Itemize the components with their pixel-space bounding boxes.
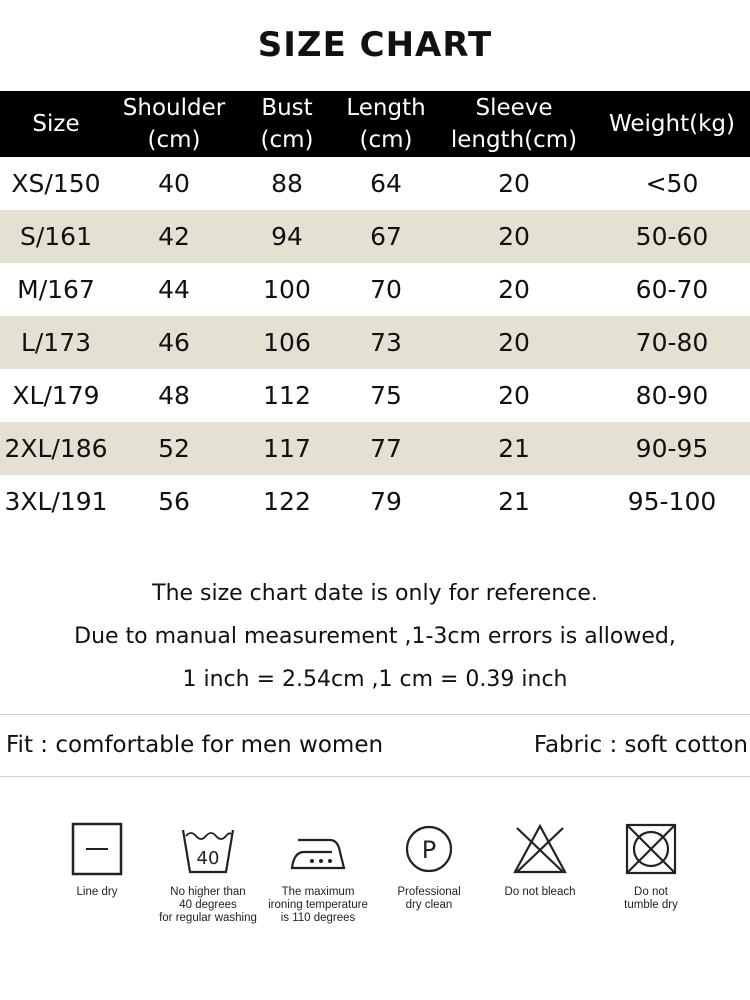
cell-weight: 95-100 — [627, 487, 717, 516]
cell-shoulder: 48 — [158, 381, 190, 410]
cell-length: 73 — [370, 328, 402, 357]
table-row — [0, 210, 750, 263]
cell-bust: 100 — [263, 275, 311, 304]
header-length — [338, 91, 434, 157]
cell-length: 64 — [370, 169, 402, 198]
cell-weight: 90-95 — [635, 434, 709, 463]
iron-icon — [288, 822, 348, 876]
cell-bust: 117 — [263, 434, 311, 463]
care-label: Professional dry clean — [397, 886, 461, 911]
care-wash-40 — [153, 822, 263, 925]
cell-weight: 80-90 — [635, 381, 709, 410]
cell-sleeve: 20 — [498, 169, 530, 198]
table-row — [0, 157, 750, 210]
header-sleeve — [434, 91, 594, 157]
cell-size: XL/179 — [12, 381, 100, 410]
cell-weight: 70-80 — [635, 328, 709, 357]
fabric-text: Fabric : soft cotton — [533, 732, 748, 758]
header-label: Length — [346, 95, 426, 121]
table-header — [0, 91, 750, 157]
svg-text:P: P — [421, 836, 437, 864]
table-row — [0, 263, 750, 316]
divider — [0, 776, 750, 777]
do-not-tumble-dry-icon — [624, 822, 678, 876]
cell-shoulder: 42 — [158, 222, 190, 251]
cell-shoulder: 56 — [158, 487, 190, 516]
cell-weight: 60-70 — [635, 275, 709, 304]
cell-shoulder: 40 — [158, 169, 190, 198]
header-unit: (cm) — [260, 127, 314, 153]
cell-sleeve: 21 — [498, 434, 530, 463]
header-label: Sleeve — [475, 95, 553, 121]
fit-text: Fit : comfortable for men women — [6, 732, 384, 758]
header-unit: (cm) — [359, 127, 413, 153]
note-line: The size chart date is only for reference. — [152, 581, 598, 606]
table-row — [0, 475, 750, 528]
table-row — [0, 422, 750, 475]
cell-weight: <50 — [645, 169, 699, 198]
care-no-tumble — [596, 822, 706, 912]
cell-sleeve: 20 — [498, 381, 530, 410]
care-iron — [263, 822, 373, 925]
care-dry-clean — [374, 822, 484, 912]
cell-sleeve: 20 — [498, 328, 530, 357]
cell-bust: 94 — [271, 222, 303, 251]
notes — [0, 572, 750, 701]
care-no-bleach — [485, 822, 595, 899]
header-shoulder — [112, 91, 236, 157]
cell-size: 3XL/191 — [4, 487, 108, 516]
header-size — [0, 91, 112, 157]
cell-sleeve: 20 — [498, 222, 530, 251]
page-title: SIZE CHART — [257, 25, 493, 65]
care-label: Do not bleach — [504, 886, 576, 898]
header-unit: (cm) — [147, 127, 201, 153]
do-not-bleach-icon — [511, 822, 569, 876]
care-label: The maximum ironing temperature is 110 degrees — [268, 886, 368, 924]
cell-bust: 88 — [271, 169, 303, 198]
note-line: 1 inch = 2.54cm ,1 cm = 0.39 inch — [182, 667, 568, 692]
header-bust — [236, 91, 338, 157]
cell-weight: 50-60 — [635, 222, 709, 251]
care-line-dry — [42, 822, 152, 899]
care-label: Line dry — [76, 886, 118, 898]
cell-size: M/167 — [17, 275, 95, 304]
cell-length: 75 — [370, 381, 402, 410]
cell-size: L/173 — [20, 328, 92, 357]
cell-size: S/161 — [19, 222, 92, 251]
cell-length: 77 — [370, 434, 402, 463]
note-line: Due to manual measurement ,1-3cm errors is allowed, — [74, 624, 676, 649]
dry-clean-p-icon — [402, 822, 456, 876]
header-label: Bust — [261, 95, 313, 121]
cell-shoulder: 46 — [158, 328, 190, 357]
cell-bust: 106 — [263, 328, 311, 357]
header-unit: length(cm) — [450, 127, 578, 153]
cell-size: XS/150 — [11, 169, 101, 198]
divider — [0, 714, 750, 715]
cell-bust: 122 — [263, 487, 311, 516]
cell-size: 2XL/186 — [4, 434, 108, 463]
wash-40-icon — [180, 822, 236, 876]
table-row — [0, 316, 750, 369]
cell-shoulder: 44 — [158, 275, 190, 304]
line-dry-icon — [71, 822, 123, 876]
header-weight — [594, 91, 750, 157]
cell-sleeve: 21 — [498, 487, 530, 516]
care-label: Do not tumble dry — [624, 886, 678, 911]
header-label: Shoulder — [122, 95, 226, 121]
cell-length: 79 — [370, 487, 402, 516]
svg-text:40: 40 — [196, 848, 220, 869]
cell-shoulder: 52 — [158, 434, 190, 463]
cell-length: 67 — [370, 222, 402, 251]
cell-sleeve: 20 — [498, 275, 530, 304]
cell-length: 70 — [370, 275, 402, 304]
header-label: Size — [32, 111, 80, 137]
table-row — [0, 369, 750, 422]
cell-bust: 112 — [263, 381, 311, 410]
care-label: No higher than 40 degrees for regular washing — [159, 886, 257, 924]
header-label: Weight(kg) — [609, 111, 735, 137]
